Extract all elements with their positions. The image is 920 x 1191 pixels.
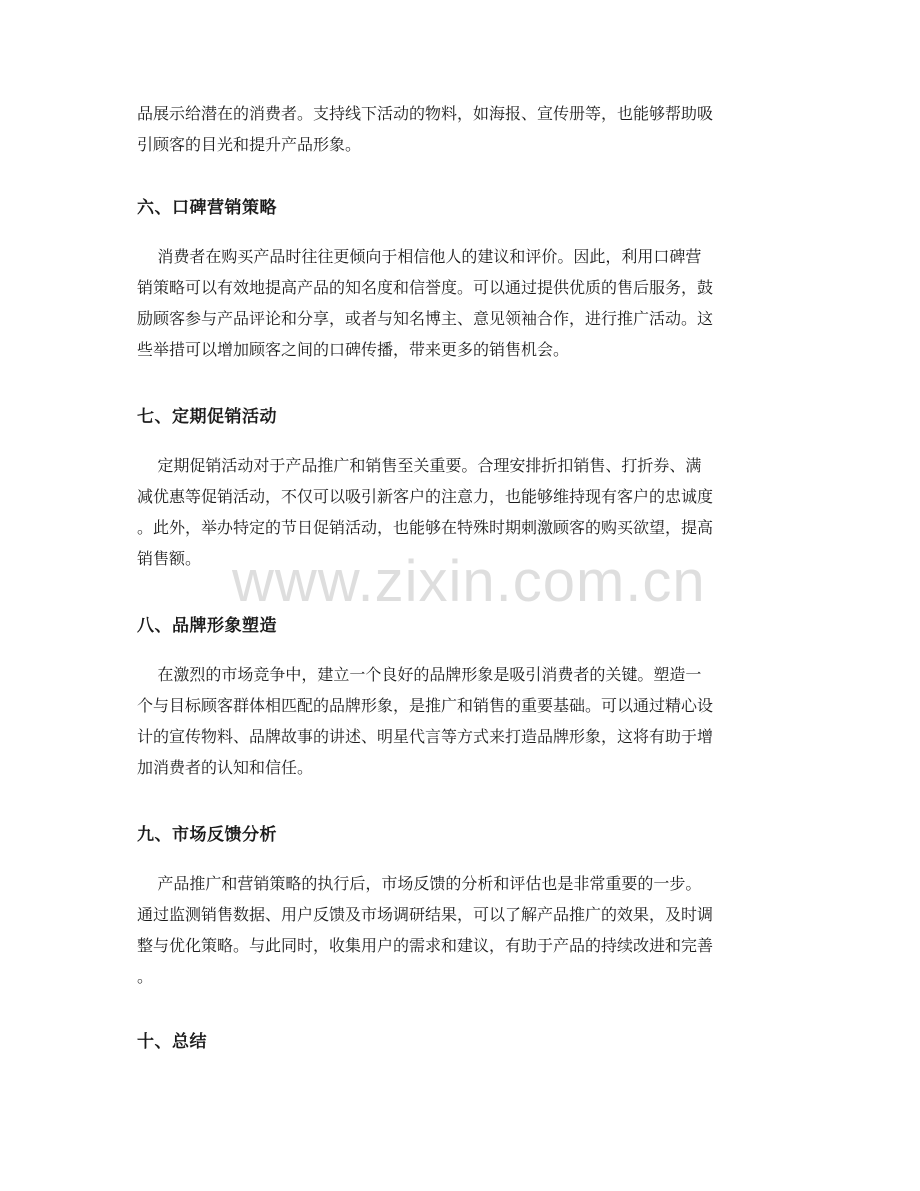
- section-heading: 八、品牌形象塑造: [137, 616, 277, 636]
- paragraph-line: 。: [137, 967, 154, 986]
- paragraph-intro-tail: [137, 98, 789, 160]
- section-heading: 六、口碑营销策略: [137, 198, 277, 218]
- section-heading-9: [137, 823, 789, 847]
- paragraph-line: 销策略可以有效地提高产品的知名度和信誉度。可以通过提供优质的售后服务，鼓: [137, 278, 714, 297]
- paragraph-line: 加消费者的认知和信任。: [137, 758, 314, 777]
- section-heading: 九、市场反馈分析: [137, 825, 277, 845]
- section-heading-7: [137, 405, 789, 429]
- watermark: www.zixin.com.cn: [232, 549, 706, 614]
- paragraph-line: 。此外，举办特定的节日促销活动，也能够在特殊时期刺激顾客的购买欲望，提高: [137, 518, 714, 537]
- section-heading-8: [137, 614, 789, 638]
- paragraph-line: 定期促销活动对于产品推广和销售至关重要。合理安排折扣销售、打折券、满: [137, 456, 702, 475]
- section-heading-10: [137, 1030, 789, 1054]
- paragraph-line: 消费者在购买产品时往往更倾向于相信他人的建议和评价。因此，利用口碑营: [137, 247, 702, 266]
- paragraph: [137, 450, 789, 574]
- paragraph-line: 整与优化策略。与此同时，收集用户的需求和建议，有助于产品的持续改进和完善: [137, 936, 714, 955]
- paragraph-line: 在激烈的市场竞争中，建立一个良好的品牌形象是吸引消费者的关键。塑造一: [137, 665, 702, 684]
- paragraph-section-9: [137, 868, 789, 992]
- paragraph: [137, 241, 789, 365]
- section-heading: 十、总结: [137, 1032, 207, 1052]
- paragraph-line: 引顾客的目光和提升产品形象。: [137, 135, 362, 154]
- paragraph-line: 品展示给潜在的消费者。支持线下活动的物料，如海报、宣传册等，也能够帮助吸: [137, 104, 714, 123]
- paragraph: [137, 659, 789, 783]
- paragraph: [137, 98, 789, 160]
- paragraph-line: 产品推广和营销策略的执行后，市场反馈的分析和评估也是非常重要的一步。: [137, 874, 702, 893]
- paragraph-section-7: [137, 450, 789, 574]
- paragraph-line: 销售额。: [137, 549, 202, 568]
- paragraph-line: 个与目标顾客群体相匹配的品牌形象，是推广和销售的重要基础。可以通过精心设: [137, 696, 714, 715]
- section-heading: 七、定期促销活动: [137, 407, 277, 427]
- section-heading-6: [137, 196, 789, 220]
- paragraph: [137, 868, 789, 992]
- paragraph-line: 些举措可以增加顾客之间的口碑传播，带来更多的销售机会。: [137, 340, 570, 359]
- paragraph-line: 减优惠等促销活动，不仅可以吸引新客户的注意力，也能够维持现有客户的忠诚度: [137, 487, 714, 506]
- paragraph-line: 计的宣传物料、品牌故事的讲述、明星代言等方式来打造品牌形象，这将有助于增: [137, 727, 714, 746]
- paragraph-line: 通过监测销售数据、用户反馈及市场调研结果，可以了解产品推广的效果，及时调: [137, 905, 714, 924]
- paragraph-line: 励顾客参与产品评论和分享，或者与知名博主、意见领袖合作，进行推广活动。这: [137, 309, 714, 328]
- paragraph-section-6: [137, 241, 789, 365]
- paragraph-section-8: [137, 659, 789, 783]
